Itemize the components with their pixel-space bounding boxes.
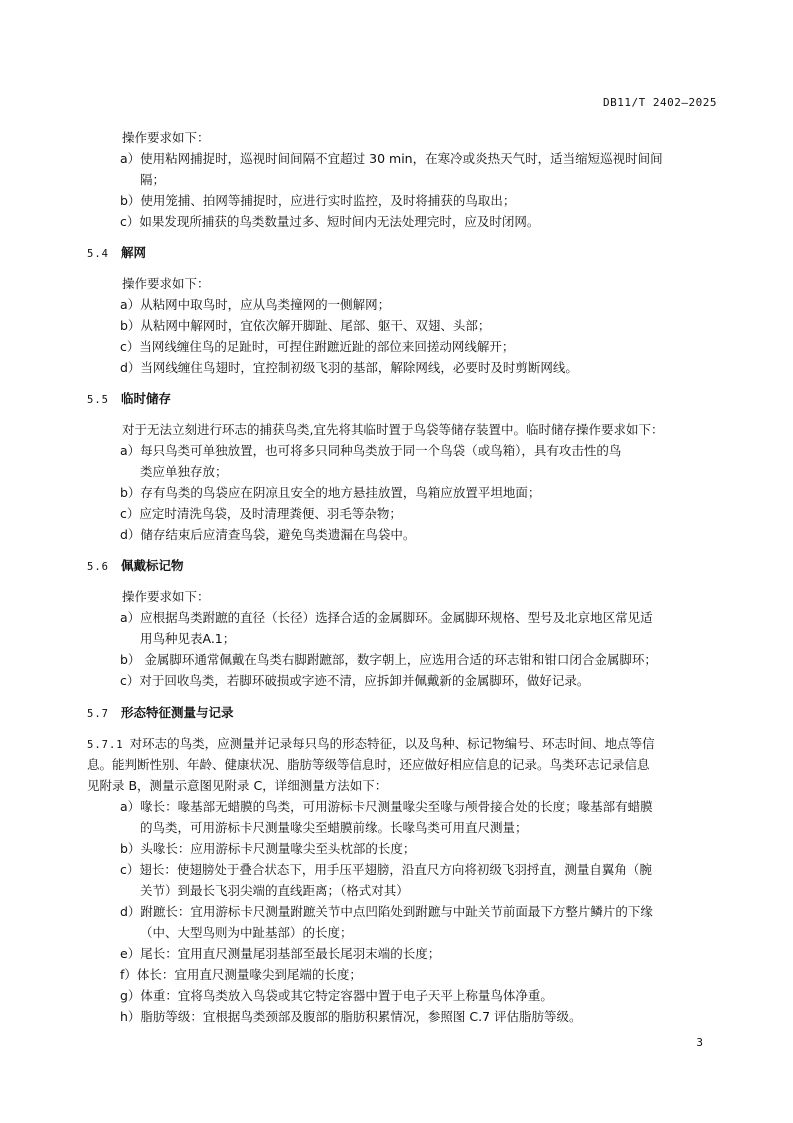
section-number: 5.4 <box>87 248 109 260</box>
list-item: b） 金属脚环通常佩戴在鸟类右脚跗蹠部，数字朝上，应选用合适的环志钳和钳口闭合金属脚环； <box>120 652 657 667</box>
list-item: a）从粘网中取鸟时，应从鸟类撞网的一侧解网； <box>120 297 391 312</box>
subsection-number: 5.7.1 <box>87 739 124 751</box>
list-item: c）翅长：使翅膀处于叠合状态下，用手压平翅膀，沿直尺方向将初级飞羽捋直，测量自翼角（腕 <box>120 862 652 877</box>
list-item: g）体重：宜将鸟类放入鸟袋或其它特定容器中置于电子天平上称量鸟体净重。 <box>120 988 553 1003</box>
list-item: b）存有鸟类的鸟袋应在阴凉且安全的地方悬挂放置，鸟箱应放置平坦地面； <box>120 485 541 500</box>
section-heading-5-4 <box>87 245 146 262</box>
list-item: a）每只鸟类可单独放置，也可将多只同种鸟类放于同一个鸟袋（或鸟箱），具有攻击性的鸟 <box>120 443 622 458</box>
paragraph-intro: 操作要求如下： <box>122 130 210 145</box>
page-number: 3 <box>696 1036 703 1049</box>
list-item: b）使用笼捕、拍网等捕捉时，应进行实时监控，及时将捕获的鸟取出； <box>120 193 516 208</box>
list-item-continuation: 的鸟类，可用游标卡尺测量喙尖至蜡膜前缘。长喙鸟类可用直尺测量； <box>140 820 528 835</box>
section-title: 临时储存 <box>120 391 171 406</box>
list-item: c）如果发现所捕获的鸟类数量过多、短时间内无法处理完时，应及时闭网。 <box>120 214 540 229</box>
paragraph-intro: 操作要求如下： <box>122 276 210 291</box>
section-heading-5-6 <box>87 558 183 575</box>
subsection-paragraph-line <box>87 736 655 753</box>
list-item: a）喙长：喙基部无蜡膜的鸟类，可用游标卡尺测量喙尖至喙与颅骨接合处的长度；喙基部有蜡膜 <box>120 799 653 814</box>
paragraph-intro: 对于无法立刻进行环志的捕获鸟类,宜先将其临时置于鸟袋等储存装置中。临时储存操作要求如下： <box>122 422 664 437</box>
section-title: 佩戴标记物 <box>120 558 184 573</box>
list-item-continuation: 类应单独存放； <box>140 464 228 479</box>
list-item-continuation: 隔； <box>140 172 166 187</box>
list-item: c）对于回收鸟类，若脚环破损或字迹不清，应拆卸并佩戴新的金属脚环，做好记录。 <box>120 673 590 688</box>
list-item: c）当网线缠住鸟的足趾时，可捏住跗蹠近趾的部位来回搓动网线解开； <box>120 339 515 354</box>
paragraph-line: 息。能判断性别、年龄、健康状况、脂肪等级等信息时，还应做好相应信息的记录。鸟类环志记录信息 <box>87 757 650 772</box>
list-item: h）脂肪等级：宜根据鸟类颈部及腹部的脂肪积累情况，参照图 C.7 评估脂肪等级。 <box>120 1009 582 1024</box>
section-heading-5-7 <box>87 705 233 722</box>
list-item: d）跗蹠长：宜用游标卡尺测量跗蹠关节中点凹陷处到跗蹠与中趾关节前面最下方整片鳞片的下缘 <box>120 904 653 919</box>
section-title: 解网 <box>120 245 146 260</box>
list-item: f）体长：宜用直尺测量喙尖到尾端的长度； <box>120 967 362 982</box>
list-item: e）尾长：宜用直尺测量尾羽基部至最长尾羽末端的长度； <box>120 946 441 961</box>
list-item: d）当网线缠住鸟翅时，宜控制初级飞羽的基部，解除网线，必要时及时剪断网线。 <box>120 360 578 375</box>
list-item: a）应根据鸟类跗蹠的直径（长径）选择合适的金属脚环。金属脚环规格、型号及北京地区常见适 <box>120 610 653 625</box>
section-number: 5.6 <box>87 561 109 573</box>
list-item-continuation: 关节）到最长飞羽尖端的直线距离；（格式对其） <box>140 883 409 898</box>
section-title: 形态特征测量与记录 <box>120 705 234 720</box>
list-item-continuation: 用鸟种见表A.1； <box>140 631 236 646</box>
section-number: 5.5 <box>87 394 109 406</box>
section-heading-5-5 <box>87 391 171 408</box>
list-item: b）头喙长：应用游标卡尺测量喙尖至头枕部的长度； <box>120 841 416 856</box>
paragraph-line: 见附录 B，测量示意图见附录 C，详细测量方法如下： <box>87 778 388 793</box>
list-item: a）使用粘网捕捉时，巡视时间间隔不宜超过 30 min，在寒冷或炎热天气时，适当缩短巡视时间间 <box>120 151 663 166</box>
paragraph-intro: 操作要求如下： <box>122 589 210 604</box>
paragraph-text: 对环志的鸟类，应测量并记录每只鸟的形态特征，以及鸟种、标记物编号、环志时间、地点等信 <box>129 736 655 751</box>
list-item-continuation: （中、大型鸟则为中趾基部）的长度； <box>140 925 353 940</box>
list-item: b）从粘网中解网时，宜依次解开脚趾、尾部、躯干、双翅、头部； <box>120 318 491 333</box>
list-item: d）储存结束后应清查鸟袋，避免鸟类遗漏在鸟袋中。 <box>120 527 416 542</box>
list-item: c）应定时清洗鸟袋，及时清理粪便、羽毛等杂物； <box>120 506 402 521</box>
document-code: DB11/T 2402—2025 <box>603 96 717 109</box>
section-number: 5.7 <box>87 708 109 720</box>
